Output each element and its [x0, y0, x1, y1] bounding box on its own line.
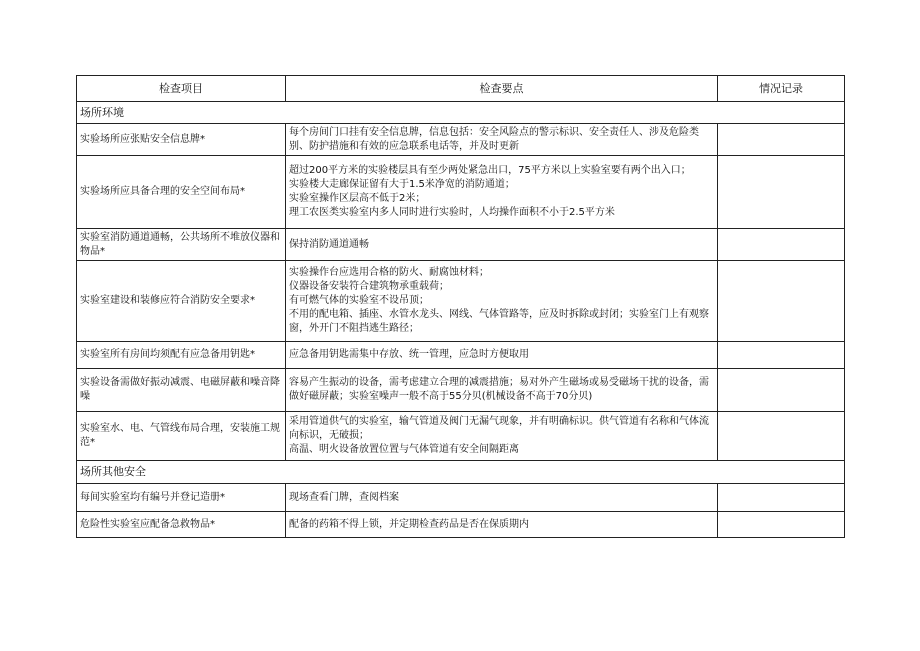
check-point: 有可燃气体的实验室不设吊顶；: [289, 295, 429, 306]
record-cell[interactable]: [718, 156, 845, 229]
check-item: 每间实验室均有编号并登记造册*: [77, 484, 286, 512]
table-row: [77, 369, 845, 412]
record-cell[interactable]: [718, 124, 845, 156]
check-point: 采用管道供气的实验室，输气管道及阀门无漏气现象，并有明确标识。供气管道有名称和气体流向标识，无破损；: [289, 416, 709, 441]
check-points: [286, 484, 718, 512]
check-points: [286, 512, 718, 538]
inspection-table: [76, 75, 845, 538]
check-points: [286, 369, 718, 412]
check-points: [286, 412, 718, 461]
check-item: 实验室消防通道通畅，公共场所不堆放仪器和物品*: [77, 229, 286, 261]
check-points: [286, 261, 718, 342]
check-item: 危险性实验室应配备急救物品*: [77, 512, 286, 538]
table-row: [77, 412, 845, 461]
check-point: 理工农医类实验室内多人同时进行实验时，人均操作面积不小于2.5平方米: [289, 207, 615, 218]
check-item: 实验设备需做好振动减震、电磁屏蔽和噪音降噪: [77, 369, 286, 412]
check-point: 实验室操作区层高不低于2米；: [289, 193, 426, 204]
table-row: [77, 261, 845, 342]
check-points: [286, 342, 718, 369]
section-title: 场所环境: [77, 102, 845, 124]
header-record: 情况记录: [718, 76, 845, 102]
header-item: 检查项目: [77, 76, 286, 102]
check-item: 实验室建设和装修应符合消防安全要求*: [77, 261, 286, 342]
check-point: 实验操作台应选用合格的防火、耐腐蚀材料；: [289, 267, 489, 278]
table-row: [77, 342, 845, 369]
check-points: [286, 124, 718, 156]
check-points: [286, 229, 718, 261]
table-row: [77, 124, 845, 156]
header-row: [77, 76, 845, 102]
check-point: 仪器设备安装符合建筑物承重载荷；: [289, 281, 449, 292]
record-cell[interactable]: [718, 342, 845, 369]
table-row: [77, 156, 845, 229]
check-item: 实验场所应张贴安全信息牌*: [77, 124, 286, 156]
check-point: 实验楼大走廊保证留有大于1.5米净宽的消防通道；: [289, 179, 515, 190]
record-cell[interactable]: [718, 261, 845, 342]
record-cell[interactable]: [718, 512, 845, 538]
check-points: [286, 156, 718, 229]
check-item: 实验室水、电、气管线布局合理，安装施工规范*: [77, 412, 286, 461]
section-row: [77, 102, 845, 124]
check-point: 配备的药箱不得上锁，并定期检查药品是否在保质期内: [289, 518, 529, 530]
record-cell[interactable]: [718, 369, 845, 412]
table-row: [77, 484, 845, 512]
record-cell[interactable]: [718, 484, 845, 512]
check-point: 应急备用钥匙需集中存放、统一管理，应急时方便取用: [289, 349, 529, 360]
check-point: 容易产生振动的设备，需考虑建立合理的减震措施；易对外产生磁场或易受磁场干扰的设备，需做好磁屏蔽；实验室噪声一般不高于55分贝(机械设备不高于70分贝): [289, 377, 709, 402]
header-points: 检查要点: [286, 76, 718, 102]
check-point: 每个房间门口挂有安全信息牌，信息包括：安全风险点的警示标识、安全责任人、涉及危险类别、防护措施和有效的应急联系电话等，并及时更新: [289, 126, 699, 152]
check-item: 实验室所有房间均须配有应急备用钥匙*: [77, 342, 286, 369]
table-row: [77, 512, 845, 538]
check-point: 超过200平方米的实验楼层具有至少两处紧急出口，75平方米以上实验室要有两个出入口；: [289, 165, 691, 176]
table-row: [77, 229, 845, 261]
record-cell[interactable]: [718, 229, 845, 261]
check-point: 不用的配电箱、插座、水管水龙头、网线、气体管路等，应及时拆除或封闭；实验室门上有观察窗，外开门不阻挡逃生路径；: [289, 309, 709, 334]
record-cell[interactable]: [718, 412, 845, 461]
check-item: 实验场所应具备合理的安全空间布局*: [77, 156, 286, 229]
check-point: 高温、明火设备放置位置与气体管道有安全间隔距离: [289, 444, 519, 455]
section-title: 场所其他安全: [77, 461, 845, 484]
check-point: 现场查看门牌，查阅档案: [289, 491, 399, 503]
section-row: [77, 461, 845, 484]
check-point: 保持消防通道通畅: [289, 238, 369, 250]
